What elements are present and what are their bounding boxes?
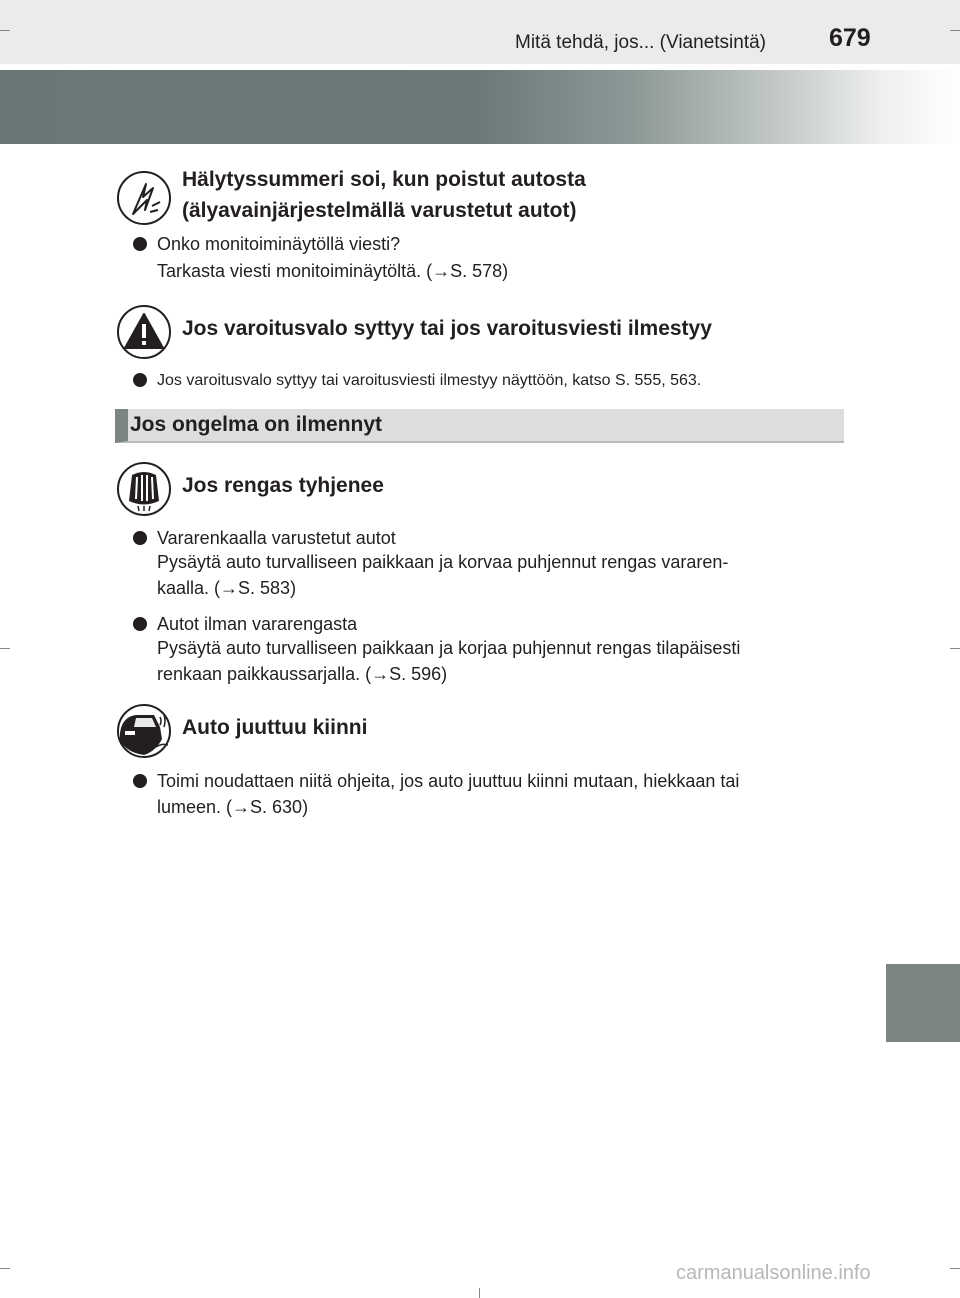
- section-bar-label: Jos ongelma on ilmennyt: [130, 413, 383, 436]
- section-heading-alarm-line2: (älyavainjärjestelmällä varustetut autot): [182, 199, 577, 222]
- bullet-title: Vararenkaalla varustetut autot: [157, 528, 396, 548]
- buzzer-warning-icon: [116, 170, 172, 226]
- watermark: carmanualsonline.info: [676, 1262, 871, 1284]
- flat-tire-icon: [116, 461, 172, 517]
- bullet-text: Onko monitoiminäytöllä viesti?: [157, 234, 401, 254]
- exclamation-triangle-icon: [116, 304, 172, 360]
- crop-mark: [0, 1268, 10, 1269]
- section-bar-problem: [115, 409, 844, 443]
- bullet: [133, 617, 147, 631]
- crop-mark: [0, 30, 10, 31]
- bullet-text: Pysäytä auto turvalliseen paikkaan ja korvaa puhjennut rengas vararen-: [157, 552, 729, 572]
- crop-mark: [0, 648, 10, 649]
- bullet: [133, 531, 147, 545]
- bullet-text: Toimi noudattaen niitä ohjeita, jos auto juuttuu kiinni mutaan, hiekkaan tai: [157, 771, 740, 791]
- bullet-text: Tarkasta viesti monitoiminäytöltä. (→S. 578): [157, 261, 509, 281]
- section-heading-stuck: Auto juuttuu kiinni: [182, 716, 368, 739]
- chapter-side-tab: [886, 964, 960, 1042]
- section-heading-alarm: Hälytyssummeri soi, kun poistut autosta: [182, 168, 586, 191]
- crop-mark: [950, 648, 960, 649]
- bullet: [133, 774, 147, 788]
- bullet-text: kaalla. (→S. 583): [157, 578, 297, 598]
- bullet-title: Autot ilman vararengasta: [157, 614, 358, 634]
- crop-mark: [950, 1268, 960, 1269]
- bullet-text: Pysäytä auto turvalliseen paikkaan ja korjaa puhjennut rengas tilapäisesti: [157, 638, 741, 658]
- section-heading-flat-tire: Jos rengas tyhjenee: [182, 474, 384, 497]
- chapter-banner: [0, 70, 960, 144]
- header-strip: [0, 0, 960, 64]
- bullet-text: lumeen. (→S. 630): [157, 797, 309, 817]
- bullet-text: Jos varoitusvalo syttyy tai varoitusviesti ilmestyy näyttöön, katso S. 555, 563.: [157, 372, 702, 389]
- bullet: [133, 373, 147, 387]
- stuck-car-icon: [116, 703, 172, 759]
- bullet: [133, 237, 147, 251]
- section-heading-warning: Jos varoitusvalo syttyy tai jos varoitusviesti ilmestyy: [182, 317, 712, 340]
- header-title: Mitä tehdä, jos... (Vianetsintä): [515, 32, 766, 53]
- crop-mark: [479, 1288, 480, 1298]
- bullet-text: renkaan paikkaussarjalla. (→S. 596): [157, 664, 448, 684]
- page-number: 679: [829, 24, 871, 52]
- crop-mark: [950, 30, 960, 31]
